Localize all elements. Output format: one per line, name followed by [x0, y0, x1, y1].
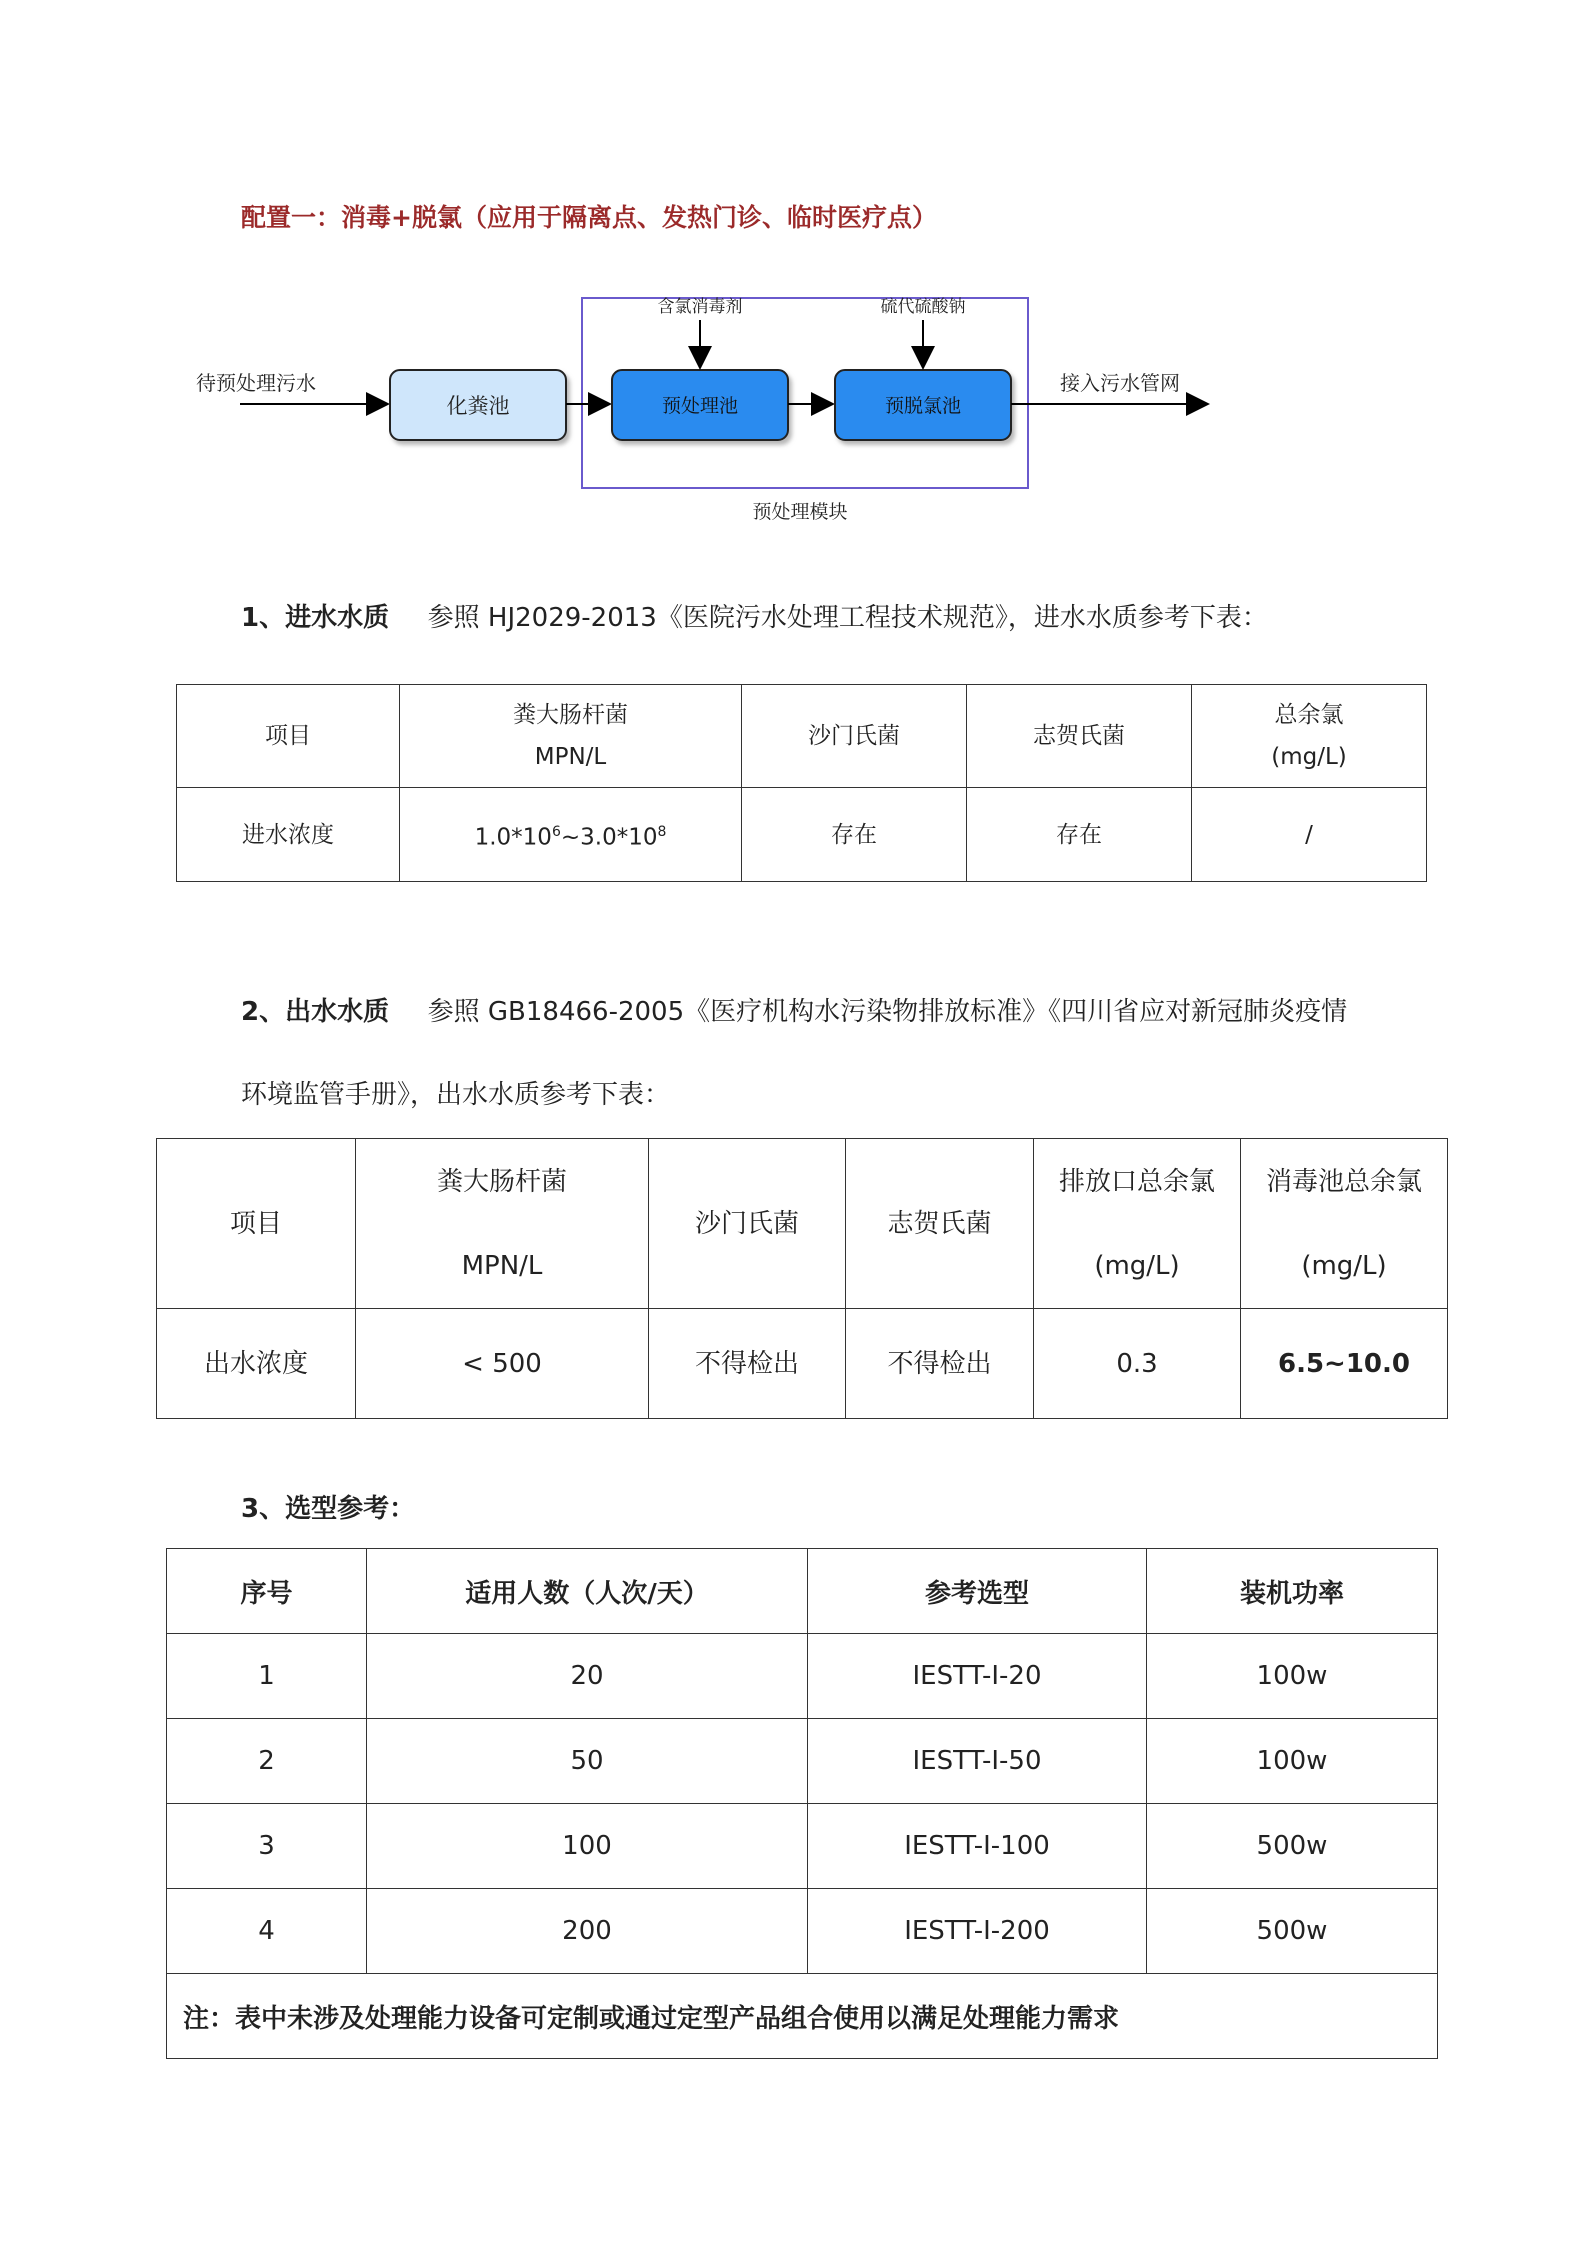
section1-heading — [241, 597, 1268, 634]
t3-cell: 20 — [367, 1634, 808, 1719]
t2-coliform-value: < 500 — [356, 1309, 649, 1419]
section2-number: 2、出水水质 — [241, 997, 390, 1027]
table-row — [167, 1804, 1438, 1889]
t2-header-item: 项目 — [157, 1139, 356, 1309]
dechlorination-tank-label: 预脱氯池 — [884, 395, 962, 417]
t1-header-salmonella: 沙门氏菌 — [742, 685, 967, 788]
t3-note: 注：表中未涉及处理能力设备可定制或通过定型产品组合使用以满足处理能力需求 — [167, 1974, 1438, 2059]
t3-header-no: 序号 — [167, 1549, 367, 1634]
config-title: 配置一：消毒+脱氯（应用于隔离点、发热门诊、临时医疗点） — [241, 203, 937, 232]
section1-text: 参照 HJ2029-2013《医院污水处理工程技术规范》，进水水质参考下表： — [427, 603, 1268, 633]
t3-cell: IESTT-Ⅰ-20 — [808, 1634, 1147, 1719]
t2-tank-chlorine-value: 6.5~10.0 — [1241, 1309, 1448, 1419]
outflow-quality-table — [156, 1138, 1448, 1419]
t3-cell: IESTT-Ⅰ-50 — [808, 1719, 1147, 1804]
section2-text-cont: 环境监管手册》，出水水质参考下表： — [241, 1080, 671, 1110]
table-row — [167, 1889, 1438, 1974]
section2-text: 参照 GB18466-2005《医疗机构水污染物排放标准》《四川省应对新冠肺炎疫情 — [427, 997, 1348, 1027]
t2-header-salmonella: 沙门氏菌 — [649, 1139, 846, 1309]
t2-outlet-chlorine-value: 0.3 — [1034, 1309, 1241, 1419]
section1-number: 1、进水水质 — [241, 603, 390, 633]
selection-table — [166, 1548, 1438, 2059]
t1-header-coliform: 粪大肠杆菌 MPN/L — [400, 685, 742, 788]
t3-cell: 100w — [1147, 1719, 1438, 1804]
t2-shigella-value: 不得检出 — [846, 1309, 1034, 1419]
t2-row-label: 出水浓度 — [157, 1309, 356, 1419]
input-label: 待预处理污水 — [196, 371, 316, 395]
t3-cell: 4 — [167, 1889, 367, 1974]
t2-header-outlet-chlorine: 排放口总余氯 (mg/L) — [1034, 1139, 1241, 1309]
thiosulfate-label: 硫代硫酸钠 — [880, 297, 966, 317]
section3-number: 3、选型参考： — [241, 1494, 416, 1524]
t2-salmonella-value: 不得检出 — [649, 1309, 846, 1419]
t3-cell: 2 — [167, 1719, 367, 1804]
t1-row-label: 进水浓度 — [177, 788, 400, 882]
table-row — [167, 1719, 1438, 1804]
t3-cell: 100 — [367, 1804, 808, 1889]
t2-header-tank-chlorine: 消毒池总余氯 (mg/L) — [1241, 1139, 1448, 1309]
t3-cell: 1 — [167, 1634, 367, 1719]
t3-cell: 500w — [1147, 1889, 1438, 1974]
t1-chlorine-value: / — [1192, 788, 1427, 882]
t3-cell: 200 — [367, 1889, 808, 1974]
t3-cell: 50 — [367, 1719, 808, 1804]
t3-header-model: 参考选型 — [808, 1549, 1147, 1634]
process-flow-diagram — [190, 290, 1240, 540]
t2-header-coliform: 粪大肠杆菌 MPN/L — [356, 1139, 649, 1309]
table-row — [167, 1634, 1438, 1719]
t3-cell: IESTT-Ⅰ-100 — [808, 1804, 1147, 1889]
t1-header-item: 项目 — [177, 685, 400, 788]
pretreatment-tank-label: 预处理池 — [661, 395, 739, 417]
t3-cell: 3 — [167, 1804, 367, 1889]
t3-header-power: 装机功率 — [1147, 1549, 1438, 1634]
t3-header-capacity: 适用人数（人次/天） — [367, 1549, 808, 1634]
t1-header-residual-chlorine: 总余氯 (mg/L) — [1192, 685, 1427, 788]
t1-coliform-value: $1.0*10^6\sim 3.0*10^8$ — [400, 788, 742, 882]
t3-cell: IESTT-Ⅰ-200 — [808, 1889, 1147, 1974]
t1-salmonella-value: 存在 — [742, 788, 967, 882]
section3-heading — [241, 1488, 415, 1525]
output-label: 接入污水管网 — [1060, 371, 1180, 395]
chlorine-disinfectant-label: 含氯消毒剂 — [657, 297, 743, 317]
t3-cell: 500w — [1147, 1804, 1438, 1889]
septic-tank-label: 化粪池 — [446, 394, 510, 418]
t3-cell: 100w — [1147, 1634, 1438, 1719]
t2-header-shigella: 志贺氏菌 — [846, 1139, 1034, 1309]
t1-header-shigella: 志贺氏菌 — [967, 685, 1192, 788]
inflow-quality-table — [176, 684, 1427, 882]
section2-heading — [241, 991, 1347, 1028]
module-label: 预处理模块 — [752, 501, 848, 523]
t1-shigella-value: 存在 — [967, 788, 1192, 882]
